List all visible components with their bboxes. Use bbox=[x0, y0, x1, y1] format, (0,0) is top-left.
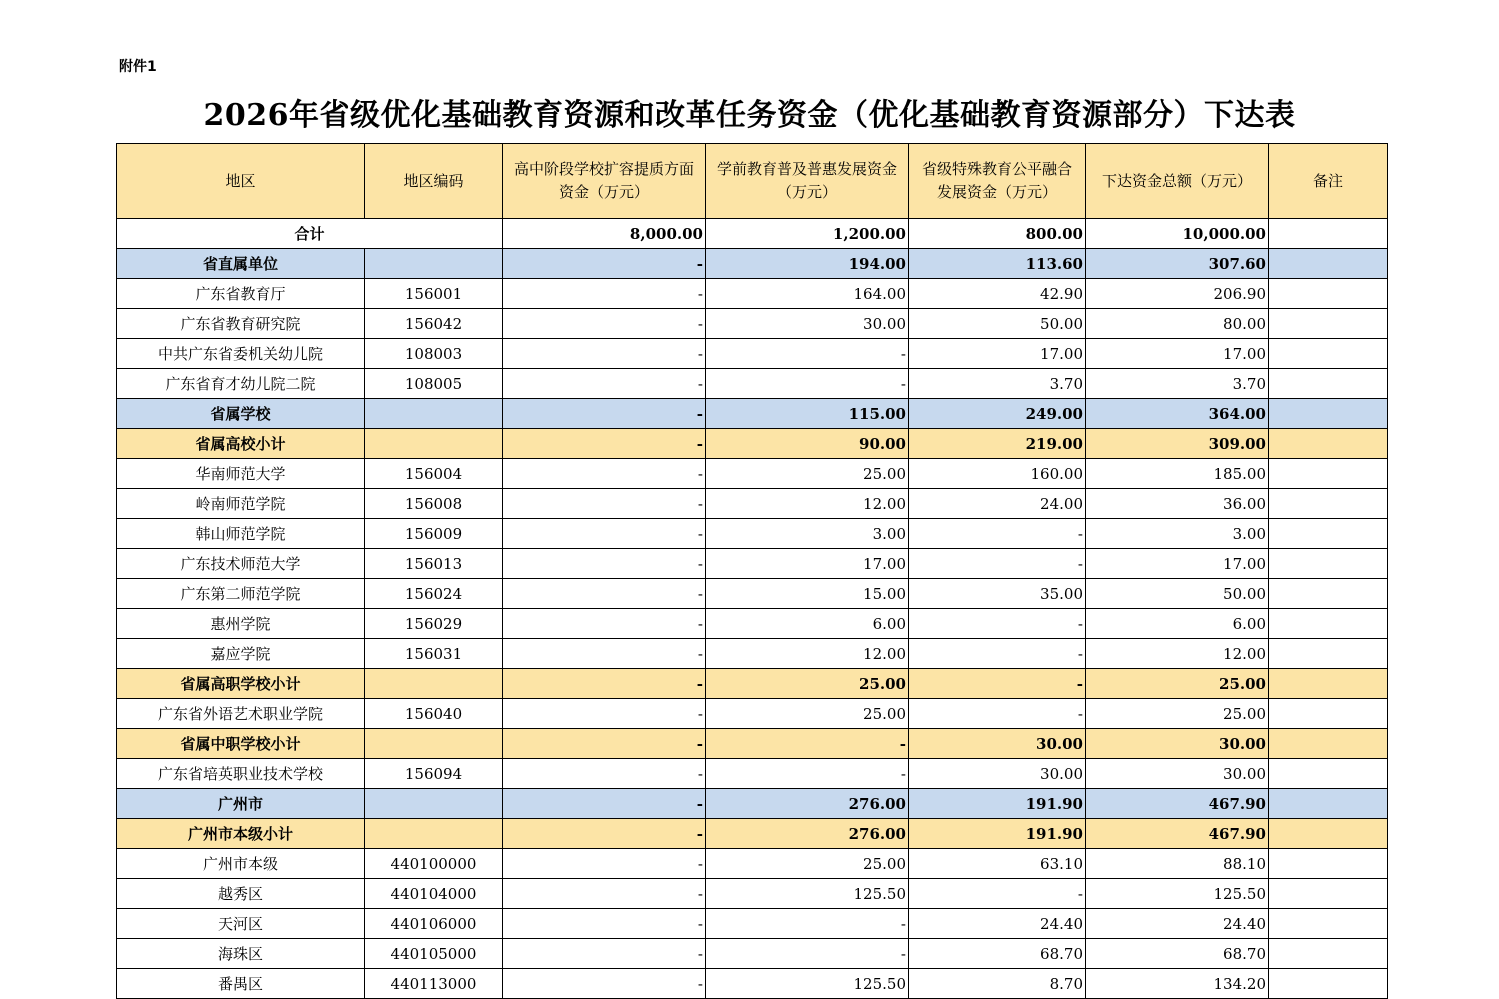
cell-region: 广东第二师范学院 bbox=[117, 579, 365, 609]
table-row bbox=[117, 789, 1388, 819]
cell-special-education-fund: 249.00 bbox=[909, 399, 1086, 429]
cell-special-education-fund: 219.00 bbox=[909, 429, 1086, 459]
cell-preschool-fund: 25.00 bbox=[706, 459, 909, 489]
cell-total-fund: 467.90 bbox=[1086, 819, 1269, 849]
cell-region: 广东省外语艺术职业学院 bbox=[117, 699, 365, 729]
cell-total-fund: 3.00 bbox=[1086, 519, 1269, 549]
table-row bbox=[117, 669, 1388, 699]
cell-region: 番禺区 bbox=[117, 969, 365, 999]
cell-code bbox=[365, 729, 503, 759]
cell-code: 156009 bbox=[365, 519, 503, 549]
cell-preschool-fund: 15.00 bbox=[706, 579, 909, 609]
cell-preschool-fund: 164.00 bbox=[706, 279, 909, 309]
table-row bbox=[117, 489, 1388, 519]
table-body bbox=[117, 219, 1388, 999]
cell-note bbox=[1269, 939, 1388, 969]
cell-preschool-fund: 125.50 bbox=[706, 969, 909, 999]
cell-note bbox=[1269, 489, 1388, 519]
cell-region: 海珠区 bbox=[117, 939, 365, 969]
cell-highschool-fund: - bbox=[503, 549, 706, 579]
cell-region: 中共广东省委机关幼儿院 bbox=[117, 339, 365, 369]
cell-note bbox=[1269, 399, 1388, 429]
table-row bbox=[117, 279, 1388, 309]
cell-special-education-fund: 800.00 bbox=[909, 219, 1086, 249]
cell-preschool-fund: 90.00 bbox=[706, 429, 909, 459]
cell-note bbox=[1269, 819, 1388, 849]
cell-code: 156024 bbox=[365, 579, 503, 609]
cell-code bbox=[365, 669, 503, 699]
table-row bbox=[117, 519, 1388, 549]
cell-note bbox=[1269, 759, 1388, 789]
header-region: 地区 bbox=[117, 144, 365, 219]
cell-note bbox=[1269, 249, 1388, 279]
table-row bbox=[117, 699, 1388, 729]
cell-code: 156001 bbox=[365, 279, 503, 309]
cell-total-fund: 80.00 bbox=[1086, 309, 1269, 339]
cell-preschool-fund: - bbox=[706, 909, 909, 939]
cell-total-fund: 12.00 bbox=[1086, 639, 1269, 669]
table-row bbox=[117, 939, 1388, 969]
cell-total-fund: 467.90 bbox=[1086, 789, 1269, 819]
cell-total-fund: 10,000.00 bbox=[1086, 219, 1269, 249]
cell-special-education-fund: - bbox=[909, 549, 1086, 579]
cell-special-education-fund: 35.00 bbox=[909, 579, 1086, 609]
cell-special-education-fund: 68.70 bbox=[909, 939, 1086, 969]
cell-code: 156040 bbox=[365, 699, 503, 729]
cell-region: 广东省教育厅 bbox=[117, 279, 365, 309]
cell-total-fund: 88.10 bbox=[1086, 849, 1269, 879]
cell-preschool-fund: - bbox=[706, 729, 909, 759]
cell-region: 省直属单位 bbox=[117, 249, 365, 279]
cell-region: 广东省教育研究院 bbox=[117, 309, 365, 339]
cell-note bbox=[1269, 219, 1388, 249]
cell-preschool-fund: - bbox=[706, 759, 909, 789]
cell-special-education-fund: 17.00 bbox=[909, 339, 1086, 369]
cell-code: 440104000 bbox=[365, 879, 503, 909]
cell-total-fund: 17.00 bbox=[1086, 549, 1269, 579]
cell-highschool-fund: - bbox=[503, 279, 706, 309]
cell-total-fund: 24.40 bbox=[1086, 909, 1269, 939]
cell-note bbox=[1269, 369, 1388, 399]
cell-preschool-fund: 12.00 bbox=[706, 639, 909, 669]
cell-total-fund: 25.00 bbox=[1086, 699, 1269, 729]
cell-highschool-fund: - bbox=[503, 309, 706, 339]
cell-region: 韩山师范学院 bbox=[117, 519, 365, 549]
table-row bbox=[117, 219, 1388, 249]
cell-region: 广州市本级 bbox=[117, 849, 365, 879]
cell-highschool-fund: - bbox=[503, 519, 706, 549]
cell-region: 省属中职学校小计 bbox=[117, 729, 365, 759]
cell-preschool-fund: 17.00 bbox=[706, 549, 909, 579]
cell-highschool-fund: 8,000.00 bbox=[503, 219, 706, 249]
cell-highschool-fund: - bbox=[503, 339, 706, 369]
table-header-row bbox=[117, 144, 1388, 219]
table-row bbox=[117, 429, 1388, 459]
cell-special-education-fund: - bbox=[909, 699, 1086, 729]
cell-preschool-fund: 25.00 bbox=[706, 669, 909, 699]
cell-total-fund: 309.00 bbox=[1086, 429, 1269, 459]
cell-total-fund: 30.00 bbox=[1086, 729, 1269, 759]
cell-total-fund: 30.00 bbox=[1086, 759, 1269, 789]
cell-special-education-fund: 8.70 bbox=[909, 969, 1086, 999]
cell-code: 156042 bbox=[365, 309, 503, 339]
cell-total-fund: 68.70 bbox=[1086, 939, 1269, 969]
cell-code bbox=[365, 249, 503, 279]
cell-note bbox=[1269, 699, 1388, 729]
header-total-fund: 下达资金总额（万元） bbox=[1086, 144, 1269, 219]
cell-region: 广州市 bbox=[117, 789, 365, 819]
cell-highschool-fund: - bbox=[503, 579, 706, 609]
cell-total-fund: 125.50 bbox=[1086, 879, 1269, 909]
cell-note bbox=[1269, 969, 1388, 999]
cell-note bbox=[1269, 729, 1388, 759]
cell-note bbox=[1269, 339, 1388, 369]
cell-special-education-fund: - bbox=[909, 879, 1086, 909]
cell-region: 华南师范大学 bbox=[117, 459, 365, 489]
header-code: 地区编码 bbox=[365, 144, 503, 219]
cell-highschool-fund: - bbox=[503, 609, 706, 639]
cell-note bbox=[1269, 849, 1388, 879]
cell-preschool-fund: - bbox=[706, 369, 909, 399]
cell-code: 156013 bbox=[365, 549, 503, 579]
page-title: 2026年省级优化基础教育资源和改革任务资金（优化基础教育资源部分）下达表 bbox=[203, 98, 1296, 133]
cell-highschool-fund: - bbox=[503, 879, 706, 909]
cell-special-education-fund: 30.00 bbox=[909, 729, 1086, 759]
cell-code bbox=[365, 399, 503, 429]
cell-code: 108005 bbox=[365, 369, 503, 399]
table-row bbox=[117, 849, 1388, 879]
cell-total-fund: 36.00 bbox=[1086, 489, 1269, 519]
cell-highschool-fund: - bbox=[503, 459, 706, 489]
table-row bbox=[117, 399, 1388, 429]
cell-note bbox=[1269, 609, 1388, 639]
cell-code: 108003 bbox=[365, 339, 503, 369]
table-row bbox=[117, 879, 1388, 909]
cell-total-fund: 50.00 bbox=[1086, 579, 1269, 609]
cell-special-education-fund: 191.90 bbox=[909, 819, 1086, 849]
cell-preschool-fund: 12.00 bbox=[706, 489, 909, 519]
cell-highschool-fund: - bbox=[503, 399, 706, 429]
cell-note bbox=[1269, 519, 1388, 549]
cell-region: 广东技术师范大学 bbox=[117, 549, 365, 579]
cell-special-education-fund: 24.00 bbox=[909, 489, 1086, 519]
table-row bbox=[117, 969, 1388, 999]
table-row bbox=[117, 819, 1388, 849]
header-note: 备注 bbox=[1269, 144, 1388, 219]
cell-special-education-fund: 160.00 bbox=[909, 459, 1086, 489]
cell-region: 越秀区 bbox=[117, 879, 365, 909]
cell-special-education-fund: - bbox=[909, 639, 1086, 669]
cell-highschool-fund: - bbox=[503, 909, 706, 939]
cell-region: 广东省育才幼儿院二院 bbox=[117, 369, 365, 399]
cell-region: 嘉应学院 bbox=[117, 639, 365, 669]
table-row bbox=[117, 909, 1388, 939]
cell-region: 省属学校 bbox=[117, 399, 365, 429]
cell-region: 惠州学院 bbox=[117, 609, 365, 639]
cell-special-education-fund: 24.40 bbox=[909, 909, 1086, 939]
cell-total-fund: 307.60 bbox=[1086, 249, 1269, 279]
cell-code: 156004 bbox=[365, 459, 503, 489]
cell-highschool-fund: - bbox=[503, 639, 706, 669]
cell-preschool-fund: 276.00 bbox=[706, 819, 909, 849]
cell-special-education-fund: 113.60 bbox=[909, 249, 1086, 279]
cell-special-education-fund: - bbox=[909, 519, 1086, 549]
table-row bbox=[117, 759, 1388, 789]
cell-preschool-fund: 1,200.00 bbox=[706, 219, 909, 249]
cell-highschool-fund: - bbox=[503, 669, 706, 699]
cell-note bbox=[1269, 549, 1388, 579]
table-row bbox=[117, 639, 1388, 669]
cell-special-education-fund: 63.10 bbox=[909, 849, 1086, 879]
cell-preschool-fund: 3.00 bbox=[706, 519, 909, 549]
cell-note bbox=[1269, 789, 1388, 819]
cell-preschool-fund: - bbox=[706, 339, 909, 369]
cell-note bbox=[1269, 879, 1388, 909]
cell-code: 156094 bbox=[365, 759, 503, 789]
cell-code bbox=[365, 819, 503, 849]
table-row bbox=[117, 549, 1388, 579]
cell-preschool-fund: 276.00 bbox=[706, 789, 909, 819]
cell-code: 156031 bbox=[365, 639, 503, 669]
cell-special-education-fund: - bbox=[909, 669, 1086, 699]
table-row bbox=[117, 459, 1388, 489]
cell-note bbox=[1269, 579, 1388, 609]
cell-highschool-fund: - bbox=[503, 249, 706, 279]
cell-preschool-fund: - bbox=[706, 939, 909, 969]
table-row bbox=[117, 579, 1388, 609]
cell-highschool-fund: - bbox=[503, 429, 706, 459]
cell-special-education-fund: 3.70 bbox=[909, 369, 1086, 399]
cell-code: 156008 bbox=[365, 489, 503, 519]
header-highschool-fund: 高中阶段学校扩容提质方面资金（万元） bbox=[503, 144, 706, 219]
cell-total-fund: 6.00 bbox=[1086, 609, 1269, 639]
cell-highschool-fund: - bbox=[503, 489, 706, 519]
cell-special-education-fund: 191.90 bbox=[909, 789, 1086, 819]
attachment-label: 附件1 bbox=[119, 59, 157, 75]
cell-special-education-fund: - bbox=[909, 609, 1086, 639]
cell-total-fund: 364.00 bbox=[1086, 399, 1269, 429]
cell-highschool-fund: - bbox=[503, 939, 706, 969]
cell-code: 440113000 bbox=[365, 969, 503, 999]
cell-region: 省属高职学校小计 bbox=[117, 669, 365, 699]
cell-code: 156029 bbox=[365, 609, 503, 639]
table-row bbox=[117, 339, 1388, 369]
cell-total-fund: 185.00 bbox=[1086, 459, 1269, 489]
cell-note bbox=[1269, 279, 1388, 309]
cell-region: 广州市本级小计 bbox=[117, 819, 365, 849]
cell-preschool-fund: 30.00 bbox=[706, 309, 909, 339]
cell-special-education-fund: 42.90 bbox=[909, 279, 1086, 309]
cell-preschool-fund: 194.00 bbox=[706, 249, 909, 279]
cell-special-education-fund: 50.00 bbox=[909, 309, 1086, 339]
cell-highschool-fund: - bbox=[503, 819, 706, 849]
cell-preschool-fund: 125.50 bbox=[706, 879, 909, 909]
cell-region: 省属高校小计 bbox=[117, 429, 365, 459]
table-row bbox=[117, 309, 1388, 339]
cell-region: 天河区 bbox=[117, 909, 365, 939]
cell-note bbox=[1269, 639, 1388, 669]
table-row bbox=[117, 249, 1388, 279]
cell-preschool-fund: 25.00 bbox=[706, 849, 909, 879]
cell-region: 岭南师范学院 bbox=[117, 489, 365, 519]
header-preschool-fund: 学前教育普及普惠发展资金（万元） bbox=[706, 144, 909, 219]
cell-highschool-fund: - bbox=[503, 729, 706, 759]
cell-highschool-fund: - bbox=[503, 759, 706, 789]
cell-highschool-fund: - bbox=[503, 969, 706, 999]
cell-code: 440100000 bbox=[365, 849, 503, 879]
cell-highschool-fund: - bbox=[503, 369, 706, 399]
cell-special-education-fund: 30.00 bbox=[909, 759, 1086, 789]
cell-note bbox=[1269, 309, 1388, 339]
cell-highschool-fund: - bbox=[503, 789, 706, 819]
cell-highschool-fund: - bbox=[503, 849, 706, 879]
cell-highschool-fund: - bbox=[503, 699, 706, 729]
table-row bbox=[117, 369, 1388, 399]
allocation-table bbox=[116, 143, 1388, 999]
cell-code bbox=[365, 429, 503, 459]
cell-code: 440106000 bbox=[365, 909, 503, 939]
cell-note bbox=[1269, 909, 1388, 939]
cell-total-fund: 17.00 bbox=[1086, 339, 1269, 369]
cell-preschool-fund: 115.00 bbox=[706, 399, 909, 429]
cell-note bbox=[1269, 429, 1388, 459]
table-row bbox=[117, 609, 1388, 639]
cell-code: 440105000 bbox=[365, 939, 503, 969]
cell-total-fund: 25.00 bbox=[1086, 669, 1269, 699]
cell-preschool-fund: 25.00 bbox=[706, 699, 909, 729]
cell-note bbox=[1269, 459, 1388, 489]
cell-total-fund: 206.90 bbox=[1086, 279, 1269, 309]
cell-preschool-fund: 6.00 bbox=[706, 609, 909, 639]
cell-code bbox=[365, 789, 503, 819]
cell-total-fund: 3.70 bbox=[1086, 369, 1269, 399]
table-row bbox=[117, 729, 1388, 759]
cell-note bbox=[1269, 669, 1388, 699]
header-special-education-fund: 省级特殊教育公平融合发展资金（万元） bbox=[909, 144, 1086, 219]
cell-total-fund: 134.20 bbox=[1086, 969, 1269, 999]
cell-region: 广东省培英职业技术学校 bbox=[117, 759, 365, 789]
cell-region: 合计 bbox=[117, 219, 503, 249]
